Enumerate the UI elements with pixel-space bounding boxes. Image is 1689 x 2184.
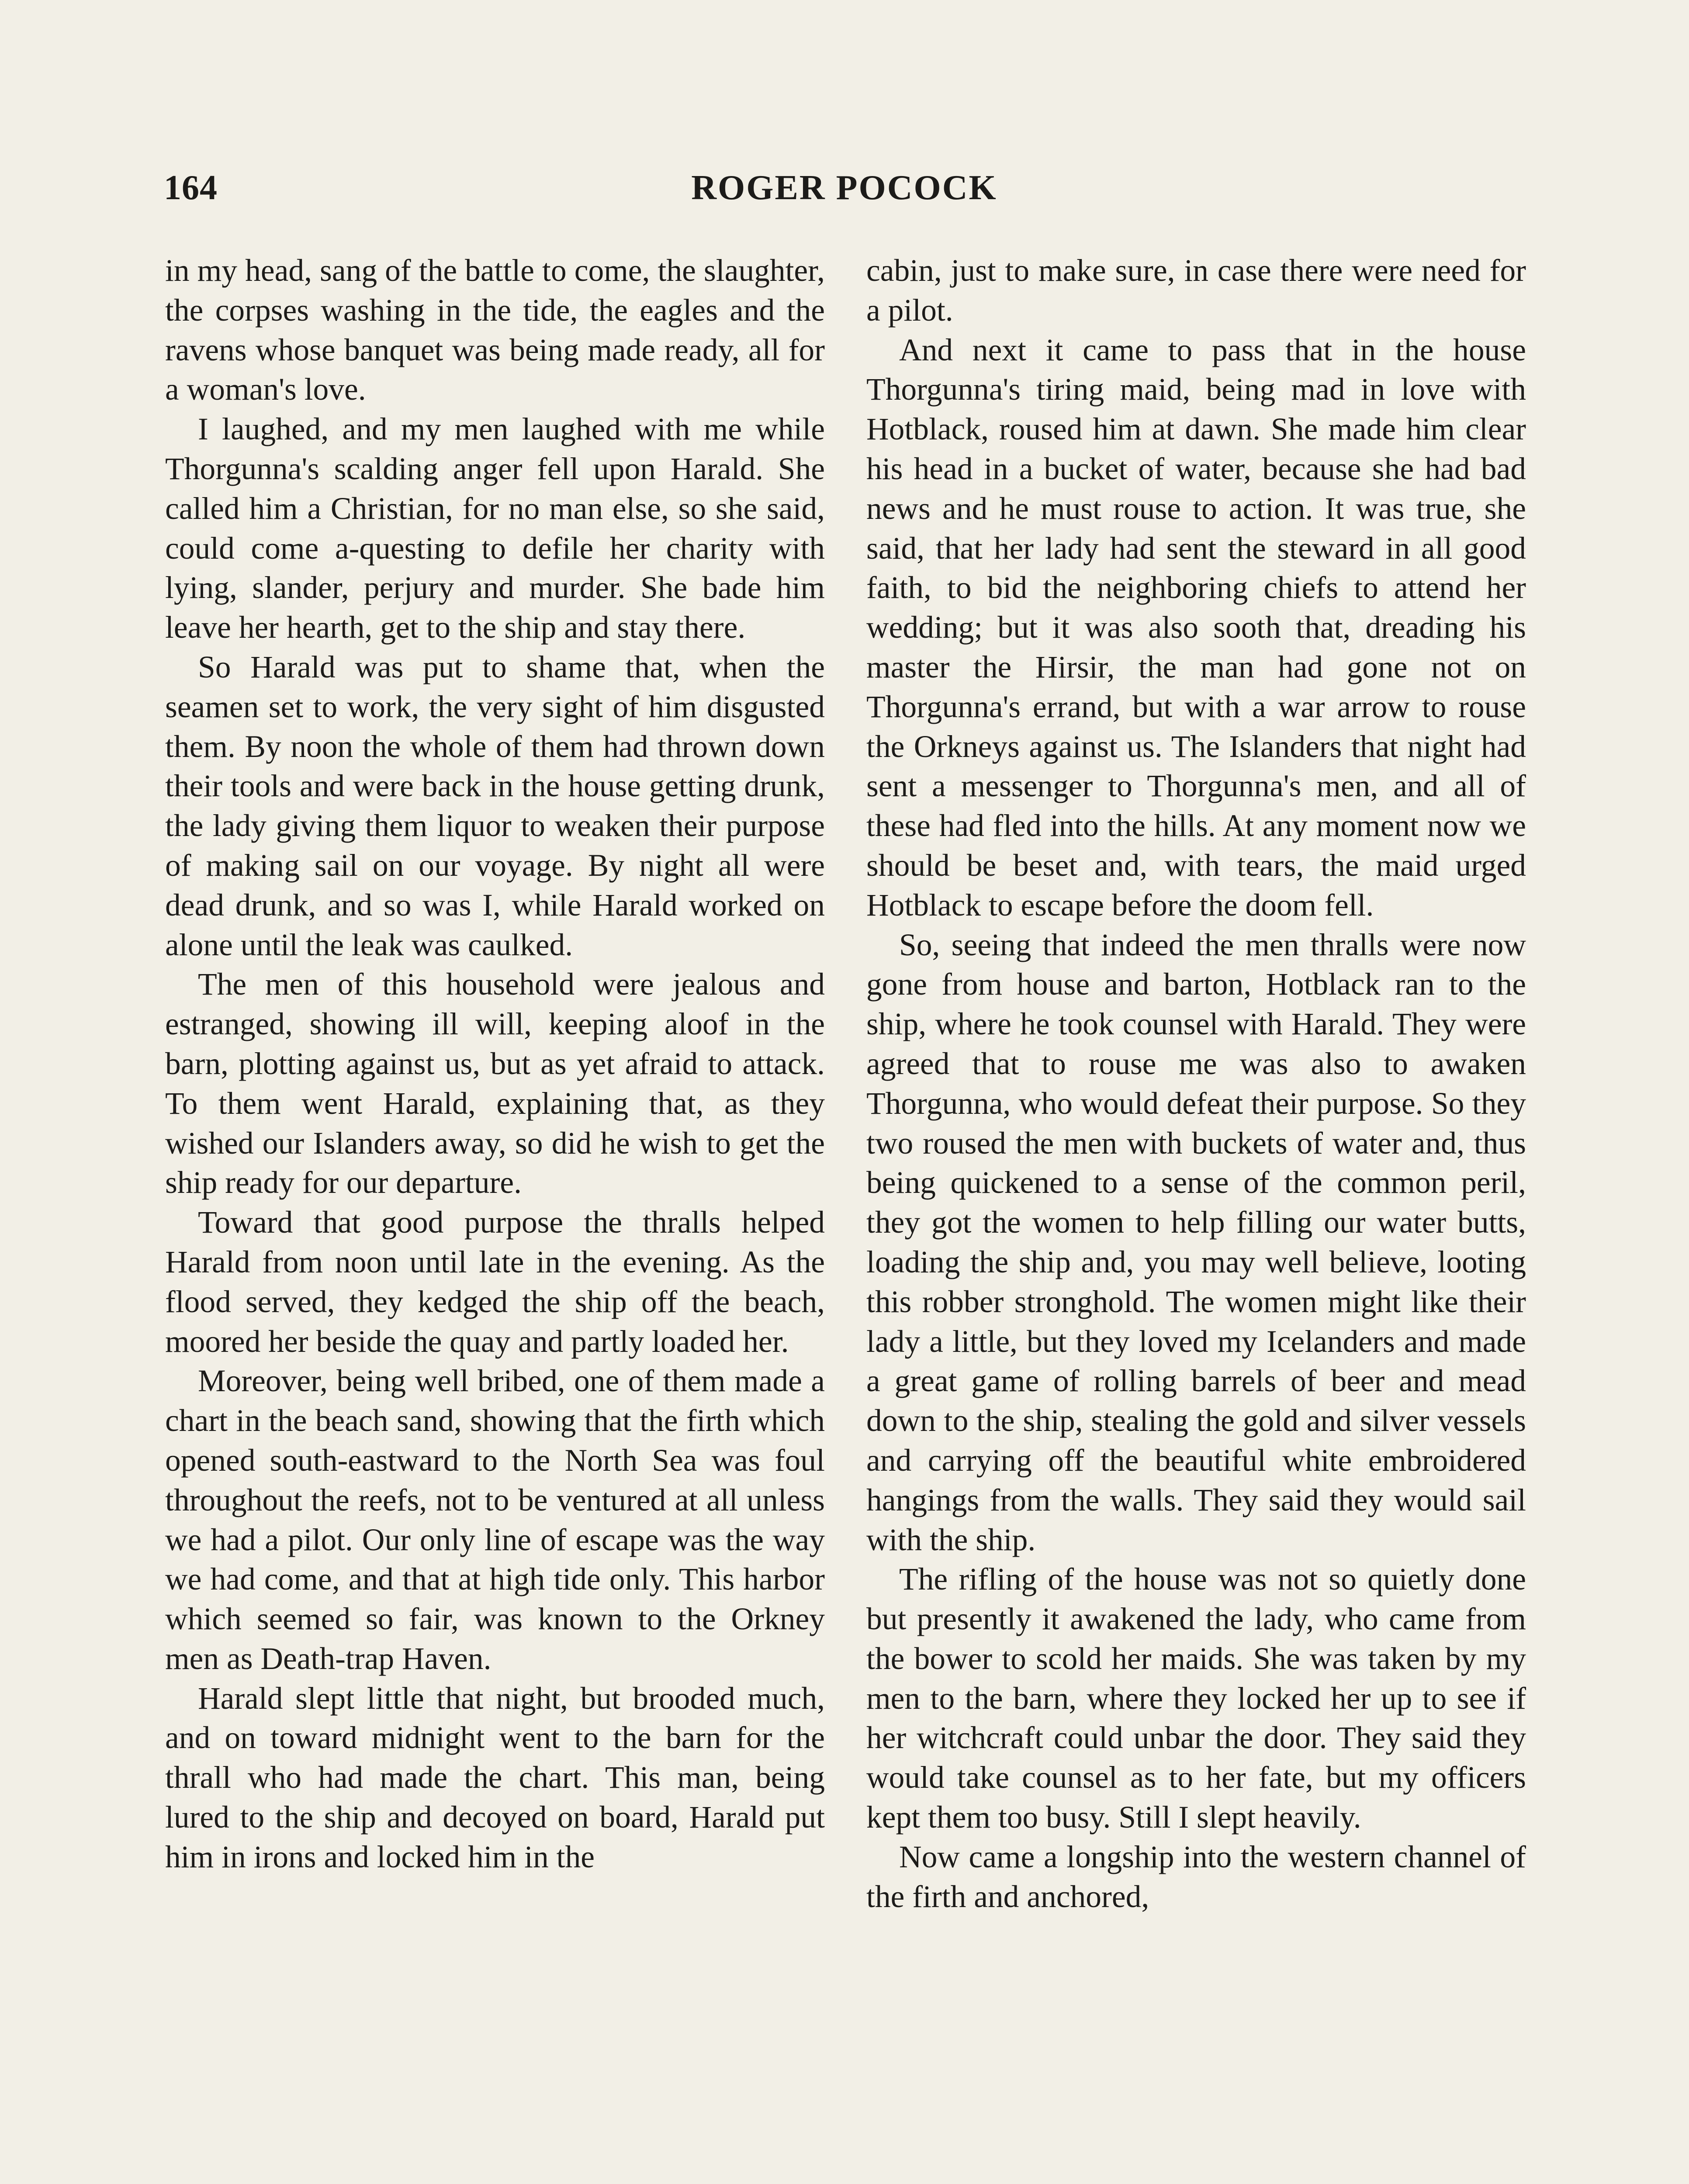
- running-head: ROGER POCOCK: [691, 169, 997, 207]
- paragraph: Toward that good purpose the thralls helped Harald from noon until late in the evening. As the flood served, they kedged the ship off the beach, moored her beside the quay and partly loaded her.: [165, 1205, 825, 1359]
- paragraph: So, seeing that indeed the men thralls were now gone from house and barton, Hotblack ran to the ship, where he took counsel with Harald. They were agreed that to rouse me was also to awaken Thorgunna, who would defeat their purpose. So they two roused the men with buckets of water and, thus being quickened to a sense of the common peril, they got the women to help filling our water butts, loading the ship and, you may well believe, looting this robber stronghold. The women might like their lady a little, but they loved my Icelanders and made a great game of rolling barrels of beer and mead down to the ship, stealing the gold and silver vessels and carrying off the beautiful white embroidered hangings from the walls. They said they would sail with the ship.: [866, 927, 1526, 1557]
- page-header: [164, 168, 1525, 212]
- paragraph: Harald slept little that night, but brooded much, and on toward midnight went to the barn for the thrall who had made the chart. This man, being lured to the ship and decoyed on board, Harald put him in irons and locked him in the: [165, 1681, 825, 1874]
- page-number: 164: [164, 169, 218, 207]
- paragraph: Moreover, being well bribed, one of them made a chart in the beach sand, showing that the firth which opened south-eastward to the North Sea was foul throughout the reefs, not to be ventured at all unless we had a pilot. Our only line of escape was the way we had come, and that at high tide only. This harbor which seemed so fair, was known to the Orkney men as Death-trap Haven.: [165, 1364, 825, 1676]
- paragraph: cabin, just to make sure, in case there were need for a pilot.: [866, 253, 1526, 328]
- left-text-column: [165, 251, 825, 1877]
- paragraph: Now came a longship into the western channel of the firth and anchored,: [866, 1839, 1526, 1914]
- right-text-column: [866, 251, 1526, 1917]
- paragraph: I laughed, and my men laughed with me while Thorgunna's scalding anger fell upon Harald. She called him a Christian, for no man else, so she said, could come a-questing to defile her charity with lying, slander, perjury and murder. She bade him leave her hearth, get to the ship and stay there.: [165, 412, 825, 645]
- paragraph: The men of this household were jealous and estranged, showing ill will, keeping aloof in the barn, plotting against us, but as yet afraid to attack. To them went Harald, explaining that, as they wished our Islanders away, so did he wish to get the ship ready for our departure.: [165, 967, 825, 1200]
- paragraph: The rifling of the house was not so quietly done but presently it awakened the lady, who came from the bower to scold her maids. She was taken by my men to the barn, where they locked her up to see if her witchcraft could unbar the door. They said they would take counsel as to her fate, but my officers kept them too busy. Still I slept heavily.: [866, 1562, 1526, 1835]
- paragraph: in my head, sang of the battle to come, the slaughter, the corpses washing in the tide, the eagles and the ravens whose banquet was being made ready, all for a woman's love.: [165, 253, 825, 407]
- paragraph: And next it came to pass that in the house Thorgunna's tiring maid, being mad in love with Hotblack, roused him at dawn. She made him clear his head in a bucket of water, because she had bad news and he must rouse to action. It was true, she said, that her lady had sent the steward in all good faith, to bid the neighboring chiefs to attend her wedding; but it was also sooth that, dreading his master the Hirsir, the man had gone not on Thorgunna's errand, but with a war arrow to rouse the Orkneys against us. The Islanders that night had sent a messenger to Thorgunna's men, and all of these had fled into the hills. At any moment now we should be beset and, with tears, the maid urged Hotblack to escape before the doom fell.: [866, 332, 1526, 923]
- paragraph: So Harald was put to shame that, when the seamen set to work, the very sight of him disgusted them. By noon the whole of them had thrown down their tools and were back in the house getting drunk, the lady giving them liquor to weaken their purpose of making sail on our voyage. By night all were dead drunk, and so was I, while Harald worked on alone until the leak was caulked.: [165, 650, 825, 962]
